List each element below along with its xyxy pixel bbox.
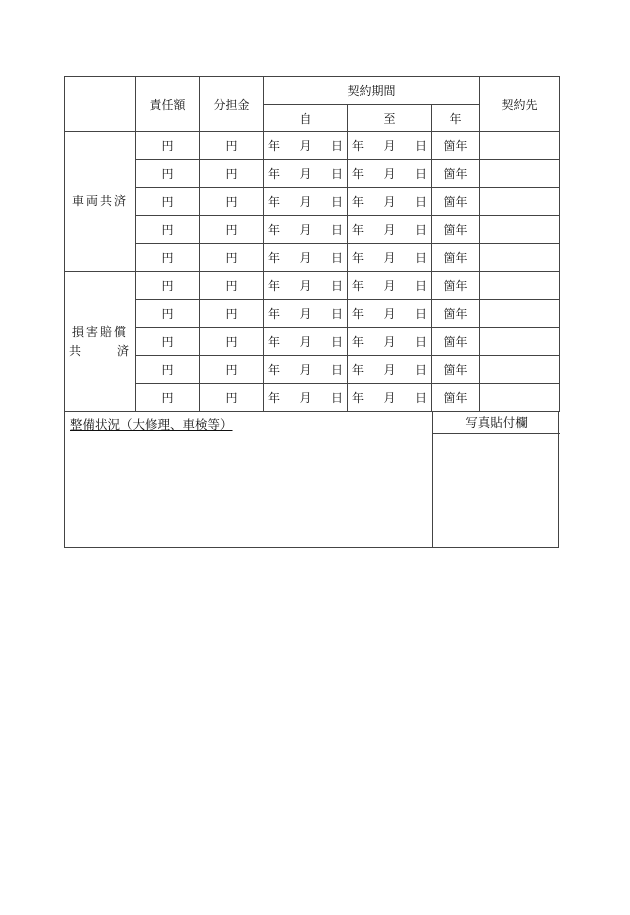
year-unit: 年	[352, 279, 365, 293]
day-unit: 日	[330, 391, 343, 405]
month-unit: 月	[383, 167, 396, 181]
photo-section	[432, 412, 560, 547]
month-unit: 月	[299, 167, 312, 181]
day-unit: 日	[414, 223, 427, 237]
liability-cell: 円	[136, 188, 200, 216]
date-parts	[264, 277, 347, 294]
table-row	[65, 272, 560, 300]
year-unit: 年	[352, 223, 365, 237]
date-parts	[264, 389, 347, 406]
years-cell: 箇年	[432, 356, 480, 384]
header-liability: 責任額	[136, 77, 200, 132]
date-parts	[348, 249, 431, 266]
header-to: 至	[348, 105, 432, 132]
from-date-cell	[264, 188, 348, 216]
to-date-cell	[348, 188, 432, 216]
liability-cell: 円	[136, 132, 200, 160]
to-date-cell	[348, 272, 432, 300]
group-label-1	[65, 272, 136, 412]
date-parts	[348, 389, 431, 406]
group-label-line2b: 済	[116, 343, 129, 358]
month-unit: 月	[299, 279, 312, 293]
day-unit: 日	[330, 251, 343, 265]
liability-cell: 円	[136, 328, 200, 356]
year-unit: 年	[352, 251, 365, 265]
date-parts	[348, 137, 431, 154]
from-date-cell	[264, 216, 348, 244]
to-date-cell	[348, 132, 432, 160]
year-unit: 年	[352, 391, 365, 405]
month-unit: 月	[299, 391, 312, 405]
month-unit: 月	[299, 251, 312, 265]
from-date-cell	[264, 356, 348, 384]
table-row	[65, 188, 560, 216]
liability-cell: 円	[136, 216, 200, 244]
month-unit: 月	[383, 223, 396, 237]
share-cell: 円	[200, 132, 264, 160]
year-unit: 年	[268, 363, 281, 377]
header-period: 契約期間	[264, 77, 480, 105]
day-unit: 日	[414, 391, 427, 405]
years-cell: 箇年	[432, 272, 480, 300]
contractor-cell	[480, 188, 560, 216]
day-unit: 日	[414, 167, 427, 181]
day-unit: 日	[414, 363, 427, 377]
date-parts	[348, 221, 431, 238]
year-unit: 年	[268, 335, 281, 349]
maintenance-title: 整備状況（大修理、車検等）	[70, 417, 233, 432]
month-unit: 月	[383, 391, 396, 405]
liability-cell: 円	[136, 244, 200, 272]
share-cell: 円	[200, 188, 264, 216]
liability-cell: 円	[136, 300, 200, 328]
year-unit: 年	[352, 195, 365, 209]
date-parts	[264, 193, 347, 210]
contractor-cell	[480, 160, 560, 188]
month-unit: 月	[383, 363, 396, 377]
from-date-cell	[264, 132, 348, 160]
years-cell: 箇年	[432, 216, 480, 244]
share-cell: 円	[200, 244, 264, 272]
month-unit: 月	[383, 195, 396, 209]
years-cell: 箇年	[432, 384, 480, 412]
contractor-cell	[480, 272, 560, 300]
date-parts	[264, 361, 347, 378]
to-date-cell	[348, 384, 432, 412]
to-date-cell	[348, 244, 432, 272]
to-date-cell	[348, 300, 432, 328]
day-unit: 日	[414, 279, 427, 293]
liability-cell: 円	[136, 160, 200, 188]
header-share: 分担金	[200, 77, 264, 132]
contractor-cell	[480, 244, 560, 272]
month-unit: 月	[299, 335, 312, 349]
year-unit: 年	[268, 167, 281, 181]
years-cell: 箇年	[432, 132, 480, 160]
year-unit: 年	[352, 335, 365, 349]
header-row-top	[65, 77, 560, 105]
year-unit: 年	[352, 167, 365, 181]
table-row	[65, 328, 560, 356]
table-row	[65, 300, 560, 328]
day-unit: 日	[414, 251, 427, 265]
month-unit: 月	[299, 307, 312, 321]
date-parts	[348, 333, 431, 350]
header-years: 年	[432, 105, 480, 132]
table-row	[65, 244, 560, 272]
years-cell: 箇年	[432, 244, 480, 272]
month-unit: 月	[383, 279, 396, 293]
year-unit: 年	[268, 251, 281, 265]
day-unit: 日	[330, 195, 343, 209]
date-parts	[348, 165, 431, 182]
year-unit: 年	[352, 307, 365, 321]
date-parts	[264, 249, 347, 266]
from-date-cell	[264, 328, 348, 356]
day-unit: 日	[330, 335, 343, 349]
month-unit: 月	[299, 223, 312, 237]
years-cell: 箇年	[432, 328, 480, 356]
day-unit: 日	[330, 167, 343, 181]
liability-cell: 円	[136, 272, 200, 300]
day-unit: 日	[414, 307, 427, 321]
day-unit: 日	[414, 139, 427, 153]
year-unit: 年	[352, 139, 365, 153]
share-cell: 円	[200, 216, 264, 244]
years-cell: 箇年	[432, 188, 480, 216]
liability-cell: 円	[136, 384, 200, 412]
year-unit: 年	[352, 363, 365, 377]
share-cell: 円	[200, 160, 264, 188]
table-row	[65, 160, 560, 188]
years-cell: 箇年	[432, 160, 480, 188]
month-unit: 月	[383, 251, 396, 265]
day-unit: 日	[330, 223, 343, 237]
share-cell: 円	[200, 272, 264, 300]
to-date-cell	[348, 356, 432, 384]
day-unit: 日	[414, 195, 427, 209]
group-label-0: 車両共済	[65, 132, 136, 272]
years-cell: 箇年	[432, 300, 480, 328]
date-parts	[264, 305, 347, 322]
group-label-line2	[65, 342, 135, 361]
to-date-cell	[348, 216, 432, 244]
contractor-cell	[480, 300, 560, 328]
to-date-cell	[348, 328, 432, 356]
group-label-line2a: 共	[69, 343, 82, 358]
insurance-form	[64, 76, 559, 547]
table-row	[65, 356, 560, 384]
from-date-cell	[264, 300, 348, 328]
date-parts	[264, 137, 347, 154]
from-date-cell	[264, 272, 348, 300]
year-unit: 年	[268, 279, 281, 293]
from-date-cell	[264, 160, 348, 188]
from-date-cell	[264, 384, 348, 412]
share-cell: 円	[200, 300, 264, 328]
share-cell: 円	[200, 328, 264, 356]
month-unit: 月	[383, 307, 396, 321]
month-unit: 月	[383, 335, 396, 349]
day-unit: 日	[330, 307, 343, 321]
header-from: 自	[264, 105, 348, 132]
day-unit: 日	[330, 279, 343, 293]
date-parts	[264, 221, 347, 238]
date-parts	[264, 333, 347, 350]
year-unit: 年	[268, 391, 281, 405]
day-unit: 日	[414, 335, 427, 349]
year-unit: 年	[268, 139, 281, 153]
year-unit: 年	[268, 223, 281, 237]
corner-cell	[65, 77, 136, 132]
day-unit: 日	[330, 139, 343, 153]
contractor-cell	[480, 328, 560, 356]
day-unit: 日	[330, 363, 343, 377]
date-parts	[348, 361, 431, 378]
date-parts	[348, 305, 431, 322]
header-contractor: 契約先	[480, 77, 560, 132]
group-label-line1: 損害賠償	[71, 324, 128, 339]
month-unit: 月	[299, 195, 312, 209]
maintenance-section	[64, 412, 559, 548]
insurance-table	[64, 76, 560, 412]
contractor-cell	[480, 384, 560, 412]
to-date-cell	[348, 160, 432, 188]
contractor-cell	[480, 356, 560, 384]
date-parts	[264, 165, 347, 182]
table-row	[65, 384, 560, 412]
liability-cell: 円	[136, 356, 200, 384]
table-body	[65, 77, 560, 412]
from-date-cell	[264, 244, 348, 272]
month-unit: 月	[299, 363, 312, 377]
month-unit: 月	[299, 139, 312, 153]
date-parts	[348, 193, 431, 210]
contractor-cell	[480, 216, 560, 244]
contractor-cell	[480, 132, 560, 160]
photo-title: 写真貼付欄	[433, 412, 560, 434]
date-parts	[348, 277, 431, 294]
year-unit: 年	[268, 307, 281, 321]
share-cell: 円	[200, 356, 264, 384]
table-row	[65, 132, 560, 160]
year-unit: 年	[268, 195, 281, 209]
share-cell: 円	[200, 384, 264, 412]
month-unit: 月	[383, 139, 396, 153]
table-row	[65, 216, 560, 244]
